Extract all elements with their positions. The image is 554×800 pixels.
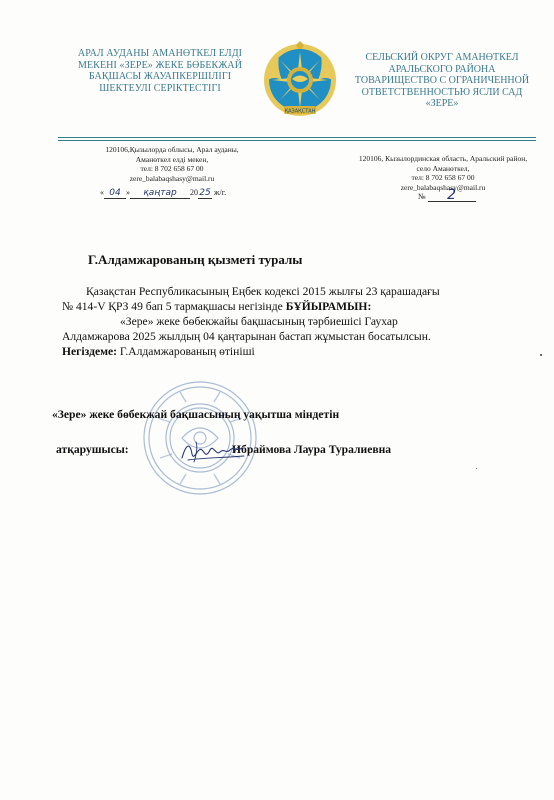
date-close-quote: » <box>126 188 130 197</box>
address-kz-line: 120106,Қызылорда облысы, Арал ауданы, <box>105 145 239 154</box>
header-kazakh-organization: АРАЛ АУДАНЫ АМАНӨТКЕЛ ЕЛДІ МЕКЕНІ «ЗЕРЕ» ЖЕКЕ БӨБЕКЖАЙ БАҚШАСЫ ЖАУАПКЕРШІЛІГІ ШЕКТЕУЛІ СЕРІКТЕСТІГІ <box>77 48 243 94</box>
paragraph-basis-law-cont: № 414-V ҚРЗ 49 бап 5 тармақшасы негізінде БҰЙЫРАМЫН: <box>62 300 372 313</box>
emblem-lettering: ҚАЗАҚСТАН <box>284 108 316 115</box>
date-suffix: ж/г. <box>214 188 227 197</box>
basis-text: Г.Алдамжарованың өтініші <box>119 345 255 358</box>
paragraph-basis <box>62 344 502 359</box>
document-date <box>100 188 226 199</box>
document-number <box>418 187 476 203</box>
paper-speck <box>476 468 477 469</box>
paragraph-order-cont: Алдамжарова 2025 жылдың 04 қаңтарынан бастап жұмыстан босатылсын. <box>62 330 431 343</box>
address-ru-line: село Аманөткел, <box>416 163 470 173</box>
signatory-name: Ибраймова Лаура Туралиевна <box>232 443 392 456</box>
date-year-suffix: 25 <box>199 188 211 198</box>
address-kz-email: zere_balabaqshasy@mail.ru <box>129 173 215 183</box>
address-ru-line: тел: 8 702 658 67 00 <box>411 173 475 182</box>
date-month: қаңтар <box>130 188 190 199</box>
paragraph-basis-law: Қазақстан Республикасының Еңбек кодексі 2015 жылғы 23 қарашадағы <box>86 285 440 298</box>
paragraph-order: «Зере» жеке бөбекжайы бақшасының тәрбиешісі Гаухар <box>120 315 398 328</box>
number-label: № <box>418 192 426 201</box>
signatory-position: «Зере» жеке бөбекжай бақшасының уақытша міндетін <box>52 408 340 421</box>
header-divider <box>58 137 536 141</box>
address-kz-line: Аманөткел елді мекен, <box>135 154 209 164</box>
signatory-block <box>52 407 472 457</box>
document-title: Г.Алдамжарованың қызметі туралы <box>88 252 303 267</box>
date-open-quote: « <box>100 188 104 197</box>
handwritten-signature <box>178 436 248 468</box>
header-russian-organization: СЕЛЬСКИЙ ОКРУГ АМАНӨТКЕЛ АРАЛЬСКОГО РАЙОНА ТОВАРИЩЕСТВО С ОГРАНИЧЕННОЙ ОТВЕТСТВЕННОСТЬЮ ЯСЛИ САД «ЗЕРЕ» <box>354 52 530 109</box>
basis-label: Негіздеме: <box>62 345 118 358</box>
address-kz-line: тел: 8 702 658 67 00 <box>140 164 204 173</box>
document-body <box>62 284 502 359</box>
paper-speck <box>540 354 542 356</box>
date-day: 04 <box>104 188 126 199</box>
address-ru-email: zere_balabaqshasy@mail.ru <box>400 182 486 192</box>
order-word: БҰЙЫРАМЫН: <box>285 300 372 313</box>
signatory-role: атқарушысы: <box>56 443 129 456</box>
address-kazakh <box>82 145 262 183</box>
date-year-prefix: 20 <box>190 188 198 197</box>
number-value: 2 <box>447 187 457 203</box>
address-ru-line: 120106, Кызылординская область, Аральский район, <box>358 154 528 163</box>
address-russian <box>348 154 538 192</box>
state-emblem-icon <box>262 40 338 122</box>
number-value-field <box>428 187 476 203</box>
